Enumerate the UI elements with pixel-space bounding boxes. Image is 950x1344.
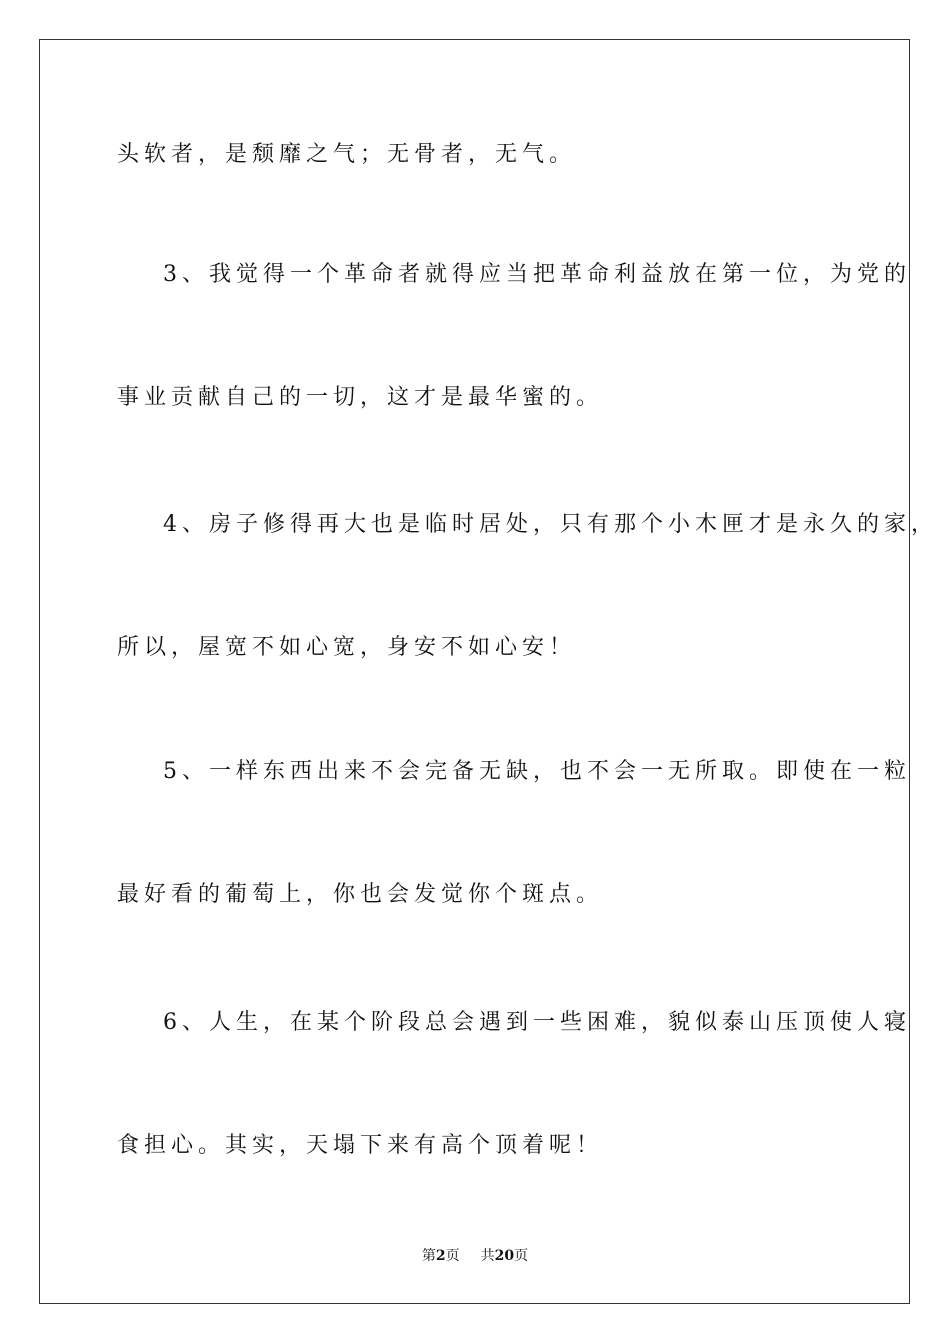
page-total: 20 (494, 1248, 515, 1264)
text-line: 6、人生，在某个阶段总会遇到一些困难，貌似泰山压顶使人寝 (163, 1010, 911, 1035)
text-line: 事业贡献自己的一切，这才是最华蜜的。 (117, 385, 604, 410)
text-line: 4、房子修得再大也是临时居处，只有那个小木匣才是永久的家， (163, 512, 938, 537)
text-line: 头软者，是颓靡之气；无骨者，无气。 (117, 142, 577, 167)
text-line: 最好看的葡萄上，你也会发觉你个斑点。 (117, 882, 604, 907)
text-line: 5、一样东西出来不会完备无缺，也不会一无所取。即使在一粒 (163, 759, 911, 784)
text-line: 所以，屋宽不如心宽，身安不如心安！ (117, 635, 577, 660)
total-prefix: 共 (480, 1248, 495, 1264)
page-border (39, 39, 910, 1304)
total-suffix: 页 (514, 1248, 529, 1264)
page-prefix: 第 (421, 1248, 436, 1264)
page-footer (0, 1246, 950, 1266)
text-line: 食担心。其实，天塌下来有高个顶着呢！ (117, 1133, 604, 1158)
page-suffix: 页 (445, 1248, 460, 1264)
text-line: 3、我觉得一个革命者就得应当把革命利益放在第一位，为党的 (163, 262, 911, 287)
page-current: 2 (435, 1248, 446, 1264)
